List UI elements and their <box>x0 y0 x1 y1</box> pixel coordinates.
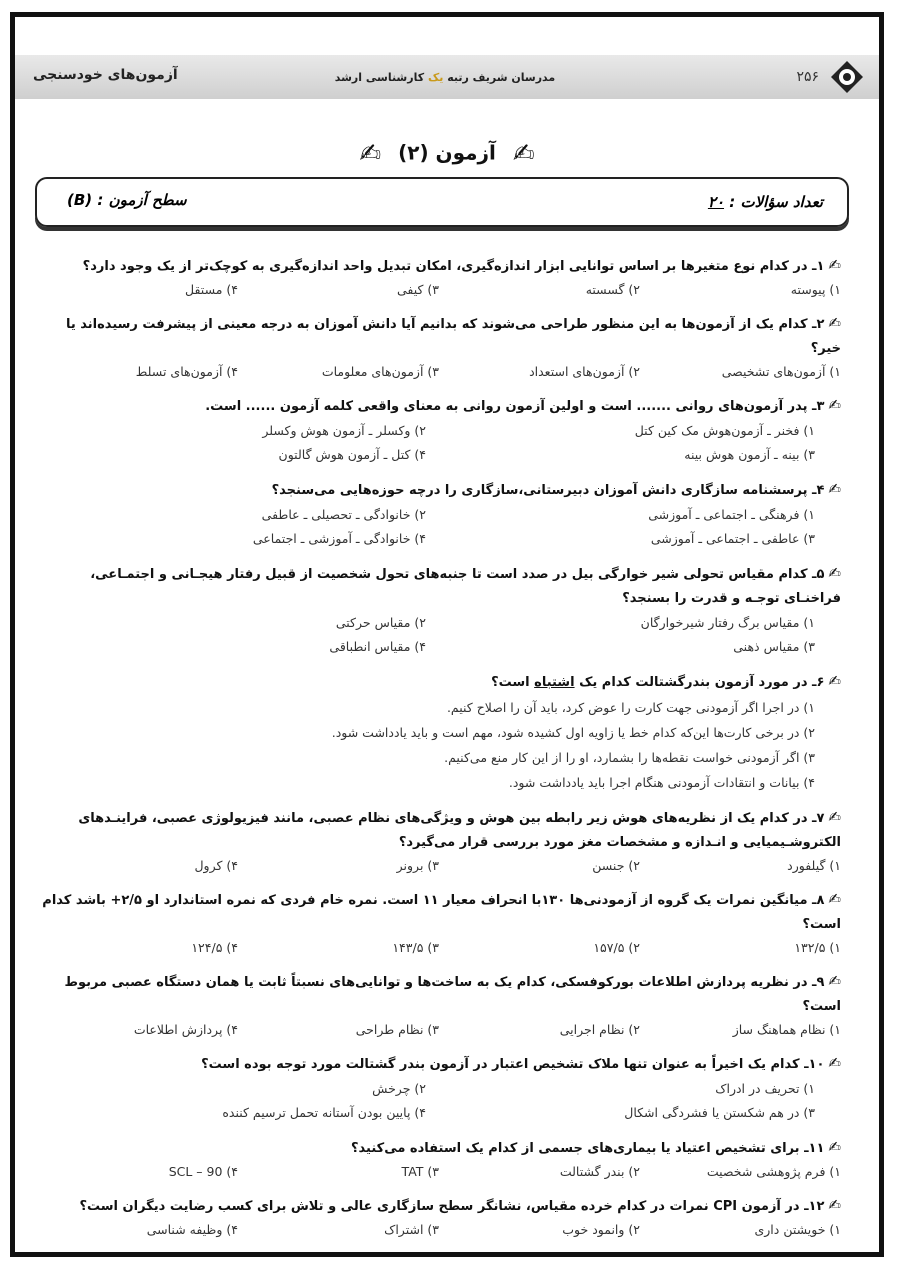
pen-icon: ✍ <box>828 314 841 332</box>
question-count <box>708 193 823 211</box>
option: ۴) آزمون‌های تسلط <box>135 364 238 379</box>
option: ۲) بندر گشتالت <box>559 1164 640 1179</box>
question-text: ✍۱۰ـ کدام یک اخیراً به عنوان تنها ملاک تشخیص اعتبار در آزمون بندر گشتالت مورد توجه بوده است؟ <box>201 1054 841 1072</box>
option: ۱) ۱۳۲/۵ <box>794 940 841 955</box>
option: ۲) وکسلر ـ آزمون هوش وکسلر <box>262 423 426 438</box>
exam-level-label: سطح آزمون : <box>97 191 187 209</box>
pen-icon: ✍ <box>828 672 841 690</box>
question-9 <box>37 969 841 1041</box>
publisher: مدرسان شریف رتبه <box>447 71 556 84</box>
underlined-word: اشتباه <box>534 675 575 690</box>
pen-icon: ✍ <box>828 564 841 582</box>
option: ۱) گیلفورد <box>787 858 841 873</box>
pen-icon: ✍ <box>828 890 841 908</box>
question-2 <box>37 311 841 383</box>
pen-icon: ✍ <box>828 808 841 826</box>
question-text: ✍۱۲ـ در آزمون CPI نمرات در کدام خرده مقیاس، نشانگر سطح سازگاری عالی و تلاش برای کسب رضایت دیگران است؟ <box>79 1196 841 1214</box>
page-header <box>15 55 879 99</box>
options <box>37 855 841 877</box>
option: ۳) اشتراک <box>384 1222 439 1237</box>
question-list <box>37 253 841 1251</box>
exam-level <box>67 191 187 209</box>
option: ۲) ۱۵۷/۵ <box>593 940 640 955</box>
option: ۲) مقیاس حرکتی <box>335 615 426 630</box>
pen-icon: ✍ <box>828 396 841 414</box>
option: ۲) نظام اجرایی <box>559 1022 640 1037</box>
option: ۱) خویشتن داری <box>754 1222 841 1237</box>
exam-info-box <box>35 177 849 227</box>
pen-icon: ✍ <box>828 256 841 274</box>
section-title: آزمون‌های خودسنجی <box>33 67 178 83</box>
exam-level-value: (B) <box>67 191 93 209</box>
option: ۱) در اجرا اگر آزمودنی جهت کارت را عوض کرد، باید آن را اصلاح کنیم. <box>446 700 815 715</box>
option: ۱) نظام هماهنگ ساز <box>732 1022 841 1037</box>
option: ۴) مقیاس انطباقی <box>329 639 426 654</box>
option: ۳) برونر <box>396 858 439 873</box>
options <box>37 611 841 659</box>
question-12 <box>37 1193 841 1241</box>
question-text: ✍۱ـ در کدام نوع متغیرها بر اساس توانایی ابزار اندازه‌گیری، امکان تبدیل واحد اندازه‌گیری به کوچک‌تر از یک وجود دارد؟ <box>82 256 841 274</box>
option: ۱) آزمون‌های تشخیصی <box>721 364 841 379</box>
pen-icon: ✍ <box>828 480 841 498</box>
question-text: ✍۴ـ پرسشنامه سازگاری دانش آموزان دبیرستانی،سازگاری را درچه حوزه‌هایی می‌سنجد؟ <box>271 480 841 498</box>
question-count-value: ۲۰ <box>707 193 725 211</box>
option: ۲) وانمود خوب <box>562 1222 640 1237</box>
page-number: ۲۵۶ <box>796 69 819 85</box>
question-8 <box>37 887 841 959</box>
question-7 <box>37 805 841 877</box>
question-count-label: تعداد سؤالات : <box>729 193 823 211</box>
question-10 <box>37 1051 841 1125</box>
brand-word: یک <box>427 71 444 84</box>
option: ۳) TAT <box>401 1164 439 1179</box>
pen-icon: ✍ <box>828 1138 841 1156</box>
option: ۱) تحریف در ادراک <box>715 1081 815 1096</box>
pen-icon: ✍ <box>828 1054 841 1072</box>
option: ۲) چرخش <box>372 1081 426 1096</box>
options <box>37 503 841 551</box>
options <box>37 695 841 795</box>
exam-title <box>15 139 879 169</box>
question-11 <box>37 1135 841 1183</box>
option: ۲) جنسن <box>592 858 640 873</box>
option: ۲) گسسته <box>585 282 640 297</box>
publisher-line <box>315 71 575 84</box>
pen-icon: ✍ <box>828 1196 841 1214</box>
option: ۴) خانوادگی ـ آموزشی ـ اجتماعی <box>252 531 426 546</box>
options <box>37 1019 841 1041</box>
option: ۱) مقیاس برگ رفتار شیرخوارگان <box>640 615 815 630</box>
question-text: ✍۳ـ پدر آزمون‌های روانی ....... است و اولین آزمون روانی به معنای واقعی کلمه آزمون ...... است. <box>205 396 841 414</box>
option: ۴) وظیفه شناسی <box>146 1222 238 1237</box>
question-text: ✍۶ـ در مورد آزمون بندرگشتالت کدام یک اشتباه است؟ <box>491 672 841 690</box>
option: ۳) بینه ـ آزمون هوش بینه <box>684 447 815 462</box>
question-6 <box>37 669 841 795</box>
option: ۲) آزمون‌های استعداد <box>529 364 640 379</box>
option: ۱) پیوسته <box>790 282 841 297</box>
options <box>37 1077 841 1125</box>
option: ۴) مستقل <box>185 282 238 297</box>
question-text: ✍۲ـ کدام یک از آزمون‌ها به این منظور طراحی می‌شوند که بدانیم آیا دانش آموزان به درجه معینی از پیشرفت رسیده‌اند یا خیر؟ <box>66 314 841 356</box>
writing-hand-icon: ✍ <box>359 139 382 169</box>
question-3 <box>37 393 841 467</box>
options <box>37 361 841 383</box>
option: ۴) بیانات و انتقادات آزمودنی هنگام اجرا باید یادداشت شود. <box>508 775 815 790</box>
program: کارشناسی ارشد <box>334 71 425 84</box>
question-text: ✍۱۱ـ برای تشخیص اعتیاد یا بیماری‌های جسمی از کدام یک استفاده می‌کنید؟ <box>350 1138 841 1156</box>
option: ۳) اگر آزمودنی خواست نقطه‌ها را بشمارد، او را از این کار منع می‌کنیم. <box>444 750 815 765</box>
options <box>37 1219 841 1241</box>
option: ۱) فرم پژوهشی شخصیت <box>706 1164 841 1179</box>
option: ۴) کتل ـ آزمون هوش گالتون <box>278 447 426 462</box>
options <box>37 1161 841 1183</box>
writing-hand-icon: ✍ <box>512 139 535 169</box>
option: ۳) عاطفی ـ اجتماعی ـ آموزشی <box>650 531 815 546</box>
exam-title-text: آزمون (۲) <box>398 140 496 165</box>
option: ۳) مقیاس ذهنی <box>733 639 815 654</box>
options <box>37 937 841 959</box>
options <box>37 279 841 301</box>
page-frame <box>10 12 884 1257</box>
option: ۴) پردازش اطلاعات <box>133 1022 238 1037</box>
option: ۴) پایین بودن آستانه تحمل ترسیم کننده <box>222 1105 426 1120</box>
question-1 <box>37 253 841 301</box>
option: ۳) در هم شکستن یا فشردگی اشکال <box>624 1105 815 1120</box>
question-text: ✍۵ـ کدام مقیاس تحولی شیر خوارگی بیل در صدد است تا جنبه‌های تحول شخصیت از قبیل رفتار هیجـانی و اجتمـاعی، فراخنـای توجـه و قدرت را بسنجد؟ <box>90 564 841 606</box>
question-4 <box>37 477 841 551</box>
option: ۱) فخنر ـ آزمون‌هوش مک کین کتل <box>634 423 815 438</box>
option: ۳) آزمون‌های معلومات <box>321 364 439 379</box>
pen-icon: ✍ <box>828 972 841 990</box>
question-text: ✍۹ـ در نظریه پردازش اطلاعات بورکوفسکی، کدام یک به ساخت‌ها و توانایی‌های نسبتاً ثابت یا همان دستگاه عصبی مربوط است؟ <box>64 972 841 1014</box>
option: ۲) خانوادگی ـ تحصیلی ـ عاطفی <box>261 507 426 522</box>
option: ۲) در برخی کارت‌ها این‌که کدام خط یا زاویه اول کشیده شود، مهم است و باید یادداشت شود. <box>331 725 815 740</box>
option: ۴) ۱۲۴/۵ <box>191 940 238 955</box>
option: ۴) کرول <box>194 858 238 873</box>
option: ۴) SCL – 90 <box>168 1164 238 1179</box>
option: ۳) کیفی <box>396 282 439 297</box>
option: ۳) ۱۴۳/۵ <box>392 940 439 955</box>
question-5 <box>37 561 841 659</box>
publisher-logo-icon <box>829 59 865 95</box>
option: ۳) نظام طراحی <box>355 1022 439 1037</box>
options <box>37 419 841 467</box>
question-text: ✍۷ـ در کدام یک از نظریه‌های هوش زیر رابطه بین هوش و ویژگی‌های نظام عصبی، مانند فیزیولوژی عصبی، فراینـدهای الکتروشـیمیایی و انـدازه و مشخصات مغز مورد بررسی قرار می‌گیرد؟ <box>78 808 841 850</box>
option: ۱) فرهنگی ـ اجتماعی ـ آموزشی <box>648 507 815 522</box>
question-text: ✍۸ـ میانگین نمرات یک گروه از آزمودنی‌ها ۱۳۰با انحراف معیار ۱۱ است. نمره خام فردی که نمره استاندارد او ۲/۵+ باشد کدام است؟ <box>42 890 841 932</box>
